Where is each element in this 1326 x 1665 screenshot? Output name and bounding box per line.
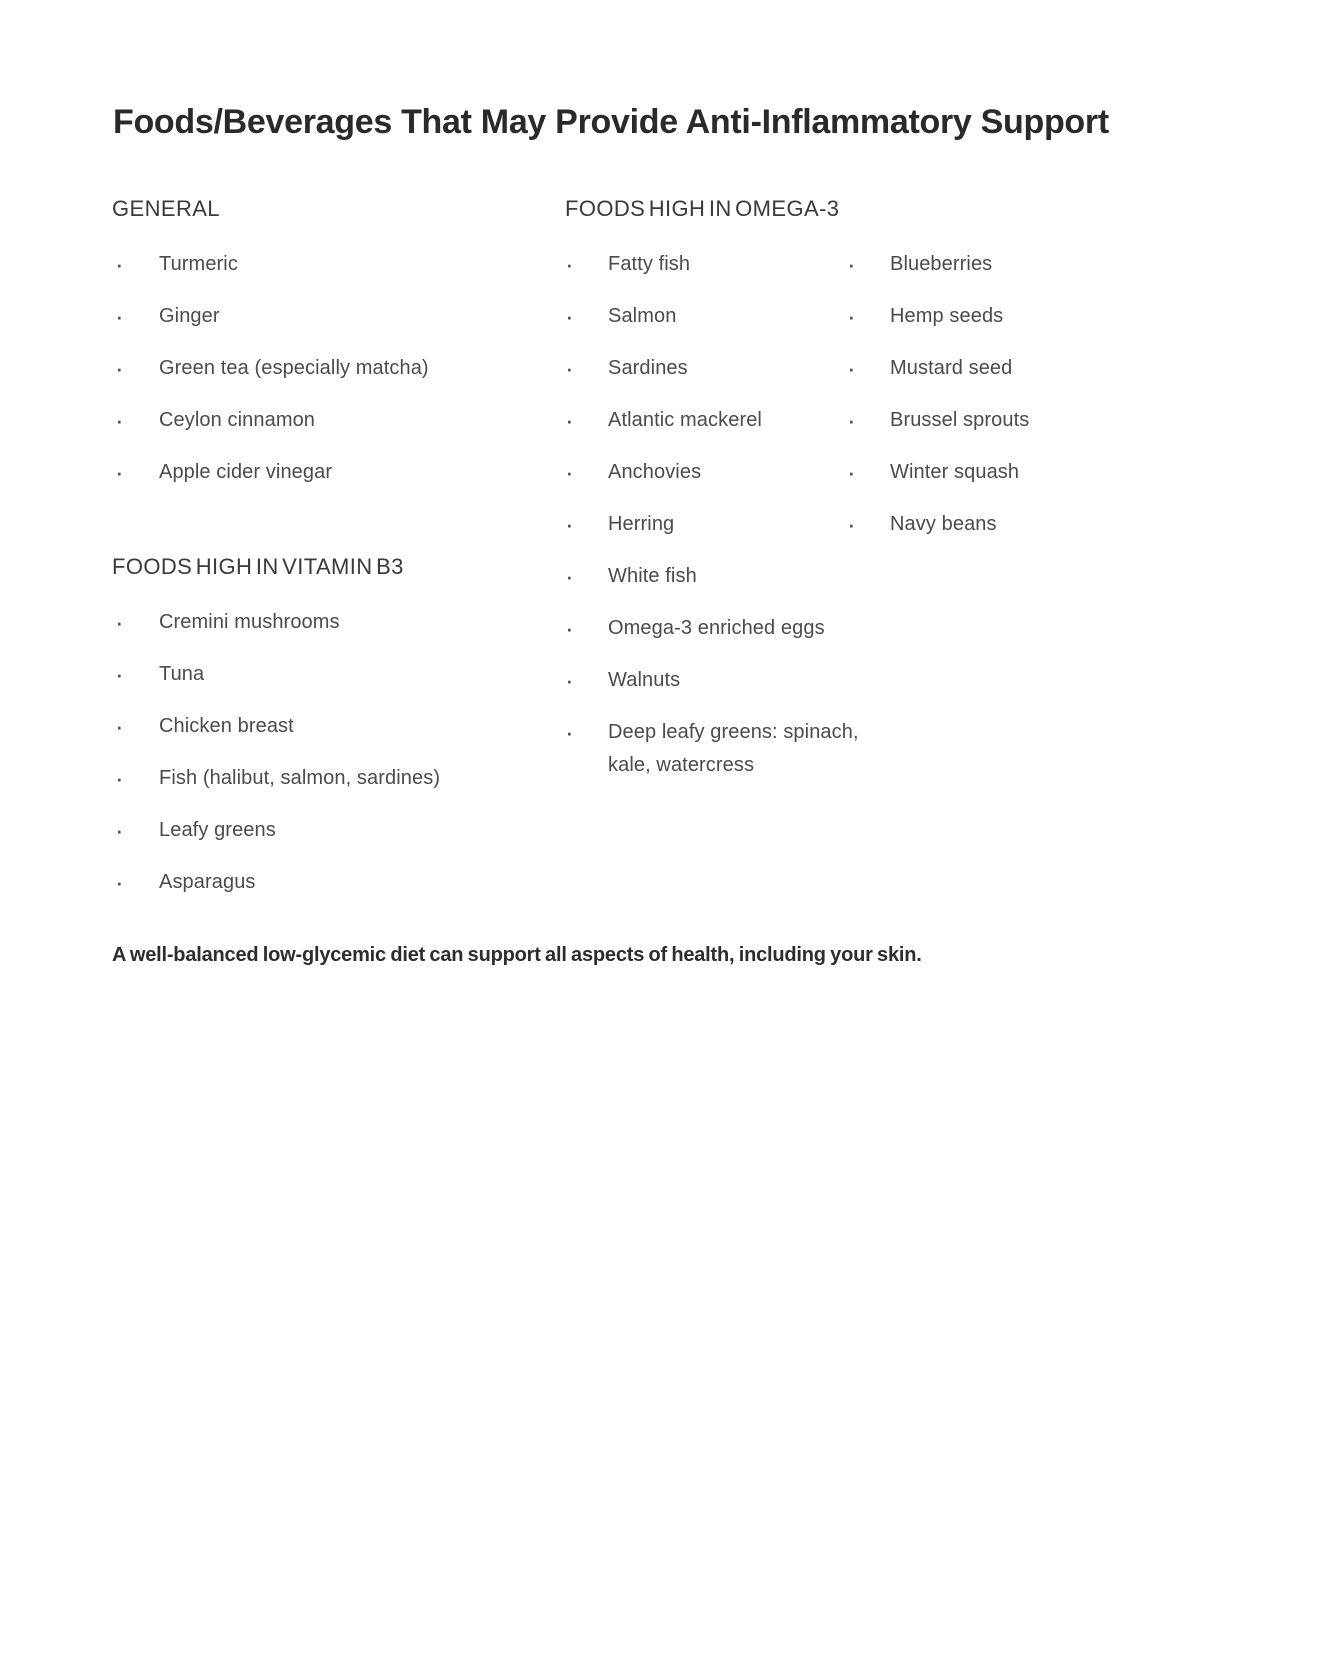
list-item: · Mustard seed [847, 352, 1147, 385]
list-item: · Omega-3 enriched eggs [565, 612, 865, 645]
list-item: · Leafy greens [112, 814, 542, 847]
list-item: · Anchovies [565, 456, 865, 489]
list-item: · Navy beans [847, 508, 1147, 541]
list-item: · Walnuts [565, 664, 865, 697]
list-item: · Herring [565, 508, 865, 541]
list-item: · Chicken breast [112, 710, 542, 743]
heading-vitamin-b3: FOODS HIGH IN VITAMIN B3 [112, 554, 404, 579]
heading-general: GENERAL [112, 196, 220, 221]
list-item: · Sardines [565, 352, 865, 385]
list-item: · Tuna [112, 658, 542, 691]
list-item: · Salmon [565, 300, 865, 333]
list-item: · Cremini mushrooms [112, 606, 542, 639]
list-item: · Apple cider vinegar [112, 456, 542, 489]
section-vitamin-b3 [112, 554, 542, 918]
list-item: · Ginger [112, 300, 542, 333]
list-item: · Brussel sprouts [847, 404, 1147, 437]
vitamin-b3-list [112, 606, 542, 899]
list-item: · Atlantic mackerel [565, 404, 865, 437]
list-item: · White fish [565, 560, 865, 593]
footer-note: A well-balanced low-glycemic diet can support all aspects of health, including your skin. [112, 944, 922, 966]
list-item: · Ceylon cinnamon [112, 404, 542, 437]
page-title: Foods/Beverages That May Provide Anti-Inflammatory Support [113, 103, 1109, 141]
list-item: · Turmeric [112, 248, 542, 281]
section-general [112, 196, 542, 508]
list-item: · Winter squash [847, 456, 1147, 489]
omega-3-list-right [847, 248, 1147, 560]
general-list [112, 248, 542, 489]
list-item: · Hemp seeds [847, 300, 1147, 333]
heading-omega-3: FOODS HIGH IN OMEGA-3 [565, 196, 840, 221]
list-item: · Deep leafy greens: spinach, kale, watercress [565, 716, 865, 782]
list-item: · Asparagus [112, 866, 542, 899]
section-omega-3 [565, 196, 1205, 801]
list-item: · Fatty fish [565, 248, 865, 281]
omega-3-list-left [565, 248, 865, 782]
list-item: · Fish (halibut, salmon, sardines) [112, 762, 542, 795]
list-item: · Green tea (especially matcha) [112, 352, 542, 385]
list-item: · Blueberries [847, 248, 1147, 281]
